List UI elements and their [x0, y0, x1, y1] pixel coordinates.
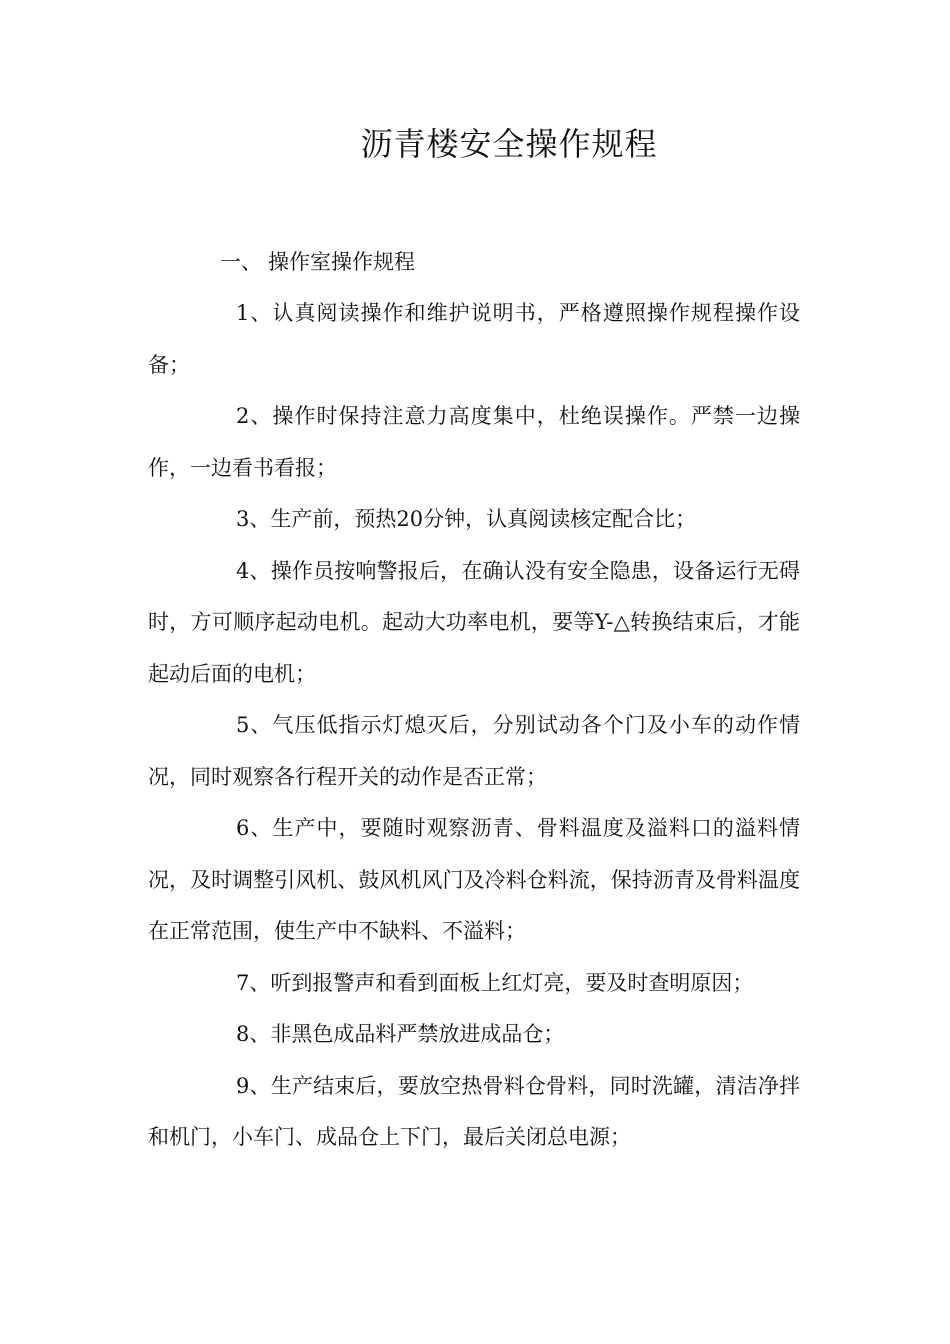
section-title: 操作室操作规程 — [268, 250, 415, 274]
document-title: 沥青楼安全操作规程 — [360, 125, 658, 163]
list-item: 4、操作员按响警报后，在确认没有安全隐患，设备运行无碍时，方可顺序起动电机。起动大功率电机，要等Y-△转换结束后，才能起动后面的电机； — [148, 558, 800, 686]
list-item: 5、气压低指示灯熄灭后，分别试动各个门及小车的动作情况，同时观察各行程开关的动作是否正常； — [148, 713, 800, 789]
list-item: 2、操作时保持注意力高度集中，杜绝误操作。严禁一边操作，一边看书看报； — [148, 404, 800, 480]
list-item: 1、认真阅读操作和维护说明书，严格遵照操作规程操作设备； — [148, 301, 800, 377]
list-item: 9、生产结束后，要放空热骨料仓骨料，同时洗罐，清洁净拌和机门，小车门、成品仓上下门，最后关闭总电源； — [148, 1073, 800, 1149]
list-item: 8、非黑色成品料严禁放进成品仓； — [236, 1022, 565, 1046]
list-item: 3、生产前，预热20分钟，认真阅读核定配合比； — [236, 507, 697, 531]
list-item: 7、听到报警声和看到面板上红灯亮，要及时查明原因； — [236, 970, 754, 995]
section-number: 一、 — [220, 250, 262, 274]
list-item: 6、生产中，要随时观察沥青、骨料温度及溢料口的溢料情况，及时调整引风机、鼓风机风门及冷料仓料流，保持沥青及骨料温度在正常范围，使生产中不缺料、不溢料； — [148, 816, 800, 943]
document-body — [148, 236, 800, 1164]
section-heading — [148, 236, 800, 288]
